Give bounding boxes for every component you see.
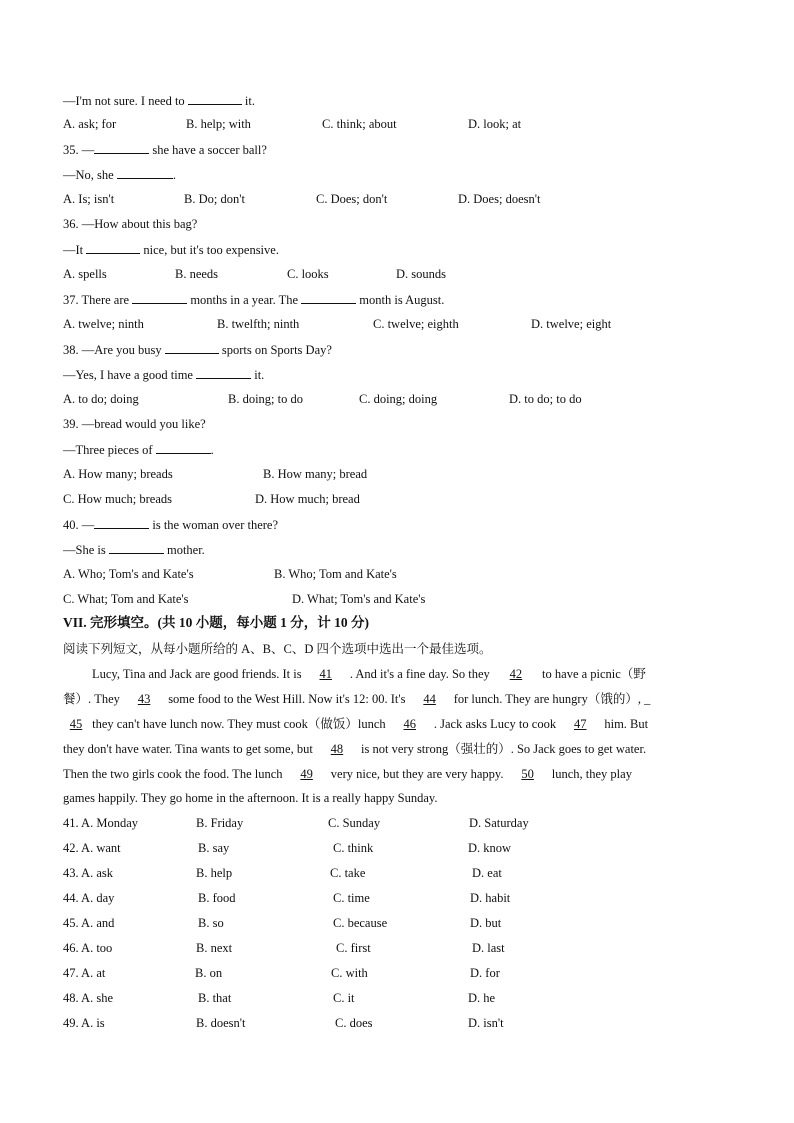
option-b: B. food [198, 891, 236, 905]
text: some food to the West Hill. Now it's 12: 00. It's [165, 692, 409, 706]
option-d: D. What; Tom's and Kate's [292, 592, 426, 606]
option-c: C. think; about [322, 117, 397, 131]
text: lunch, they play [548, 767, 632, 781]
option-a: 45. A. and [63, 916, 115, 930]
option-a: 42. A. want [63, 841, 121, 855]
option-a: 47. A. at [63, 966, 106, 980]
option-c: C. does [335, 1016, 373, 1030]
option-a: 46. A. too [63, 941, 113, 955]
cloze-options-45 [63, 915, 743, 931]
q35-question [63, 141, 267, 157]
option-d: D. he [468, 991, 496, 1005]
q40-question [63, 516, 278, 532]
option-b: B. needs [175, 267, 219, 281]
option-c: C. first [336, 941, 371, 955]
cloze-blank: 43 [137, 692, 151, 706]
text: is not very strong（强壮的）. So Jack goes to get water. [357, 742, 647, 756]
option-a: 48. A. she [63, 991, 113, 1005]
option-b: B. next [196, 941, 233, 955]
option-d: D. to do; to do [509, 392, 582, 406]
text: . Jack asks Lucy to cook [430, 717, 560, 731]
option-a: 49. A. is [63, 1016, 105, 1030]
text: it. [251, 368, 265, 382]
option-a: A. Who; Tom's and Kate's [63, 567, 194, 581]
cloze-options-41 [63, 815, 743, 831]
option-b: B. say [198, 841, 230, 855]
cloze-blank: 42 [509, 667, 523, 681]
q39-question: 39. —bread would you like? [63, 417, 206, 431]
cloze-blank: 44 [423, 692, 436, 706]
q36-question: 36. —How about this bag? [63, 217, 198, 231]
option-c: C. Sunday [328, 816, 381, 830]
q39-options-row1 [63, 466, 743, 482]
option-c: C. with [331, 966, 368, 980]
option-d: D. eat [472, 866, 502, 880]
option-d: D. sounds [396, 267, 447, 281]
text: for lunch. They are hungry（饿的）, _ [450, 692, 651, 706]
answer-blank [196, 366, 251, 379]
cloze-blank: 41 [319, 667, 332, 681]
section-title: VII. 完形填空。(共 10 小题，每小题 1 分，计 10 分) [63, 615, 369, 630]
text: . And it's a fine day. So they [346, 667, 493, 681]
q40-options-row2 [63, 591, 743, 607]
option-d: D. Does; doesn't [458, 192, 541, 206]
text: sports on Sports Day? [218, 343, 332, 357]
option-d: D. isn't [468, 1016, 504, 1030]
cloze-blank: 50 [521, 767, 534, 781]
option-c: C. it [333, 991, 355, 1005]
option-d: D. look; at [468, 117, 522, 131]
passage-line [63, 716, 648, 732]
option-c: C. How much; breads [63, 492, 173, 506]
option-d: D. but [470, 916, 502, 930]
option-d: D. for [470, 966, 500, 980]
cloze-options-42 [63, 840, 743, 856]
text: —No, she [63, 168, 117, 182]
text: 40. — [63, 518, 95, 532]
text: they can't have lunch now. They must cook（做饭）lunch [89, 717, 389, 731]
q34-answer-line [63, 92, 255, 108]
text: —She is [63, 543, 109, 557]
q39-answer-line [63, 441, 214, 457]
q37-options [63, 316, 743, 332]
option-c: C. take [330, 866, 366, 880]
option-a: 41. A. Monday [63, 816, 138, 830]
text: Then the two girls cook the food. The lunch [63, 767, 286, 781]
option-b: B. Who; Tom and Kate's [274, 567, 397, 581]
option-b: B. help; with [186, 117, 251, 131]
option-a: A. spells [63, 267, 107, 281]
text: . [210, 443, 214, 457]
option-c: C. Does; don't [316, 192, 388, 206]
answer-blank [86, 241, 140, 254]
cloze-blank: 46 [403, 717, 417, 731]
option-c: C. What; Tom and Kate's [63, 592, 189, 606]
text: is the woman over there? [149, 518, 279, 532]
text: 35. — [63, 143, 95, 157]
text: mother. [163, 543, 205, 557]
answer-blank [117, 166, 173, 179]
option-c: C. think [333, 841, 374, 855]
answer-blank [94, 516, 149, 529]
q38-question [63, 341, 332, 357]
text: 37. There are [63, 293, 133, 307]
option-b: B. Friday [196, 816, 244, 830]
option-a: 43. A. ask [63, 866, 113, 880]
text: months in a year. The [187, 293, 302, 307]
option-b: B. help [196, 866, 233, 880]
cloze-options-43 [63, 865, 743, 881]
option-b: B. How many; bread [263, 467, 368, 481]
text: they don't have water. Tina wants to get some, but [63, 742, 316, 756]
q36-options [63, 266, 743, 282]
answer-blank [156, 441, 211, 454]
passage-line [63, 766, 632, 782]
answer-blank [188, 92, 242, 105]
passage-line [63, 741, 646, 757]
option-d: D. last [472, 941, 505, 955]
option-d: D. How much; bread [255, 492, 360, 506]
option-b: B. that [198, 991, 232, 1005]
option-a: A. Is; isn't [63, 192, 115, 206]
answer-blank [132, 291, 187, 304]
cloze-options-49 [63, 1015, 743, 1031]
cloze-blank: 47 [573, 717, 587, 731]
text: month is August. [356, 293, 445, 307]
option-b: B. twelfth; ninth [217, 317, 300, 331]
option-d: D. Saturday [469, 816, 529, 830]
q35-answer-line [63, 166, 176, 182]
q35-options [63, 191, 743, 207]
text: it. [241, 94, 255, 108]
cloze-options-44 [63, 890, 743, 906]
option-b: B. doing; to do [228, 392, 304, 406]
text: . [172, 168, 176, 182]
option-a: A. to do; doing [63, 392, 139, 406]
cloze-options-48 [63, 990, 743, 1006]
section-instruction: 阅读下列短文，从每小题所给的 A、B、C、D 四个选项中选出一个最佳选项。 [63, 642, 492, 656]
option-c: C. looks [287, 267, 329, 281]
answer-blank [165, 341, 219, 354]
text: —I'm not sure. I need to [63, 94, 188, 108]
option-c: C. time [333, 891, 370, 905]
option-a: A. ask; for [63, 117, 117, 131]
text: him. But [601, 717, 649, 731]
text: Lucy, Tina and Jack are good friends. It is [92, 667, 305, 681]
text: she have a soccer ball? [149, 143, 267, 157]
text: to have a picnic（野 [538, 667, 646, 681]
option-d: D. habit [470, 891, 511, 905]
option-c: C. twelve; eighth [373, 317, 459, 331]
option-b: B. so [198, 916, 224, 930]
option-d: D. know [468, 841, 512, 855]
text: nice, but it's too expensive. [140, 243, 279, 257]
answer-blank [301, 291, 356, 304]
cloze-blank: 45 [69, 717, 83, 731]
q40-options-row1 [63, 566, 743, 582]
q38-answer-line [63, 366, 264, 382]
q36-answer-line [63, 241, 279, 257]
cloze-blank: 49 [300, 767, 313, 781]
q38-options [63, 391, 743, 407]
answer-blank [94, 141, 149, 154]
option-a: 44. A. day [63, 891, 115, 905]
cloze-options-47 [63, 965, 743, 981]
passage-line [92, 666, 646, 682]
passage-line: games happily. They go home in the afternoon. It is a really happy Sunday. [63, 791, 438, 805]
text: very nice, but they are very happy. [327, 767, 507, 781]
q40-answer-line [63, 541, 205, 557]
text: —Yes, I have a good time [63, 368, 197, 382]
text: —It [63, 243, 87, 257]
option-c: C. doing; doing [359, 392, 438, 406]
text: 38. —Are you busy [63, 343, 165, 357]
option-b: B. Do; don't [184, 192, 245, 206]
answer-blank [109, 541, 164, 554]
option-c: C. because [333, 916, 388, 930]
option-b: B. doesn't [196, 1016, 246, 1030]
option-a: A. twelve; ninth [63, 317, 144, 331]
text: —Three pieces of [63, 443, 156, 457]
q39-options-row2 [63, 491, 743, 507]
option-b: B. on [195, 966, 223, 980]
q34-options [63, 116, 743, 132]
q37-question [63, 291, 444, 307]
cloze-blank: 48 [330, 742, 344, 756]
cloze-options-46 [63, 940, 743, 956]
text: 餐）. They [63, 692, 124, 706]
option-d: D. twelve; eight [531, 317, 612, 331]
passage-line [63, 691, 650, 707]
option-a: A. How many; breads [63, 467, 173, 481]
